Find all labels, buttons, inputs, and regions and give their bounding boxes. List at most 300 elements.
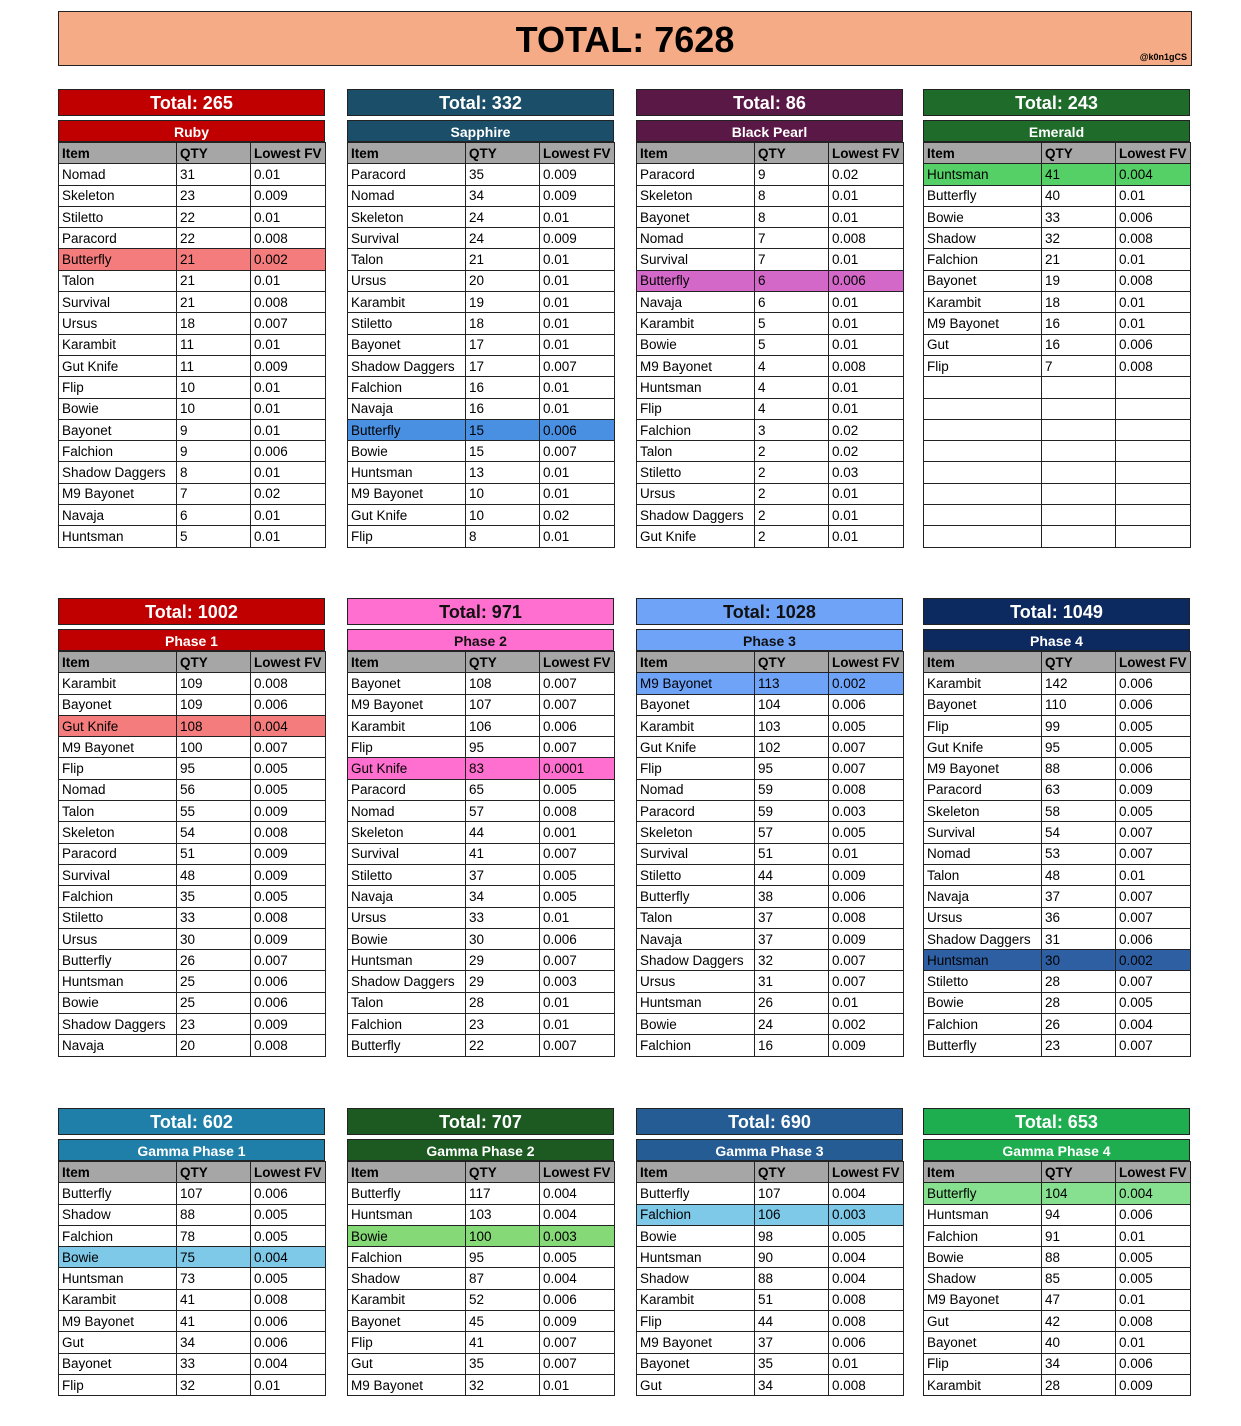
item-cell: Talon [924,864,1042,885]
item-cell: Bayonet [637,206,755,227]
qty-cell: 6 [177,505,251,526]
qty-cell: 51 [177,843,251,864]
qty-cell: 2 [755,526,829,547]
qty-cell: 41 [177,1289,251,1310]
table-row [637,864,904,885]
grand-total-title: TOTAL: 7628 [515,19,735,60]
fv-cell: 0.006 [251,1311,326,1332]
item-cell: Huntsman [637,1247,755,1268]
fv-cell: 0.01 [829,843,904,864]
table-row [59,801,326,822]
table-row [924,334,1191,355]
table-row [637,1035,904,1056]
item-cell: Karambit [348,1289,466,1310]
table-row [637,355,904,376]
finish-total: Total: 265 [58,89,325,116]
finish-total: Total: 653 [923,1108,1190,1135]
fv-cell: 0.01 [251,1374,326,1395]
item-cell: Nomad [59,164,177,185]
qty-cell: 98 [755,1225,829,1246]
finish-total: Total: 602 [58,1108,325,1135]
fv-cell: 0.002 [1116,950,1191,971]
fv-cell: 0.008 [251,228,326,249]
item-cell [924,419,1042,440]
table-row [924,1289,1191,1310]
column-header-item: Item [59,652,177,673]
table-row [59,971,326,992]
table-row [59,185,326,206]
table-row [637,185,904,206]
qty-cell: 7 [177,483,251,504]
fv-cell: 0.01 [829,313,904,334]
item-cell: Karambit [348,292,466,313]
table-row [59,505,326,526]
qty-cell: 48 [1042,864,1116,885]
item-cell: Butterfly [348,419,466,440]
table-row [924,1035,1191,1056]
fv-cell: 0.01 [829,505,904,526]
qty-cell: 47 [1042,1289,1116,1310]
table-row [924,1311,1191,1332]
qty-cell: 8 [466,526,540,547]
item-cell: Survival [59,864,177,885]
fv-cell: 0.001 [540,822,615,843]
table-row [59,249,326,270]
table-row [59,419,326,440]
item-cell: Falchion [924,1014,1042,1035]
fv-cell: 0.007 [1116,822,1191,843]
table-row [59,355,326,376]
table-row [924,822,1191,843]
qty-cell: 65 [466,779,540,800]
item-cell: Bowie [59,1247,177,1268]
column-header-item: Item [924,652,1042,673]
fv-cell: 0.006 [540,715,615,736]
item-cell: Karambit [348,715,466,736]
qty-cell: 41 [1042,164,1116,185]
qty-cell: 33 [466,907,540,928]
fv-cell: 0.01 [829,1353,904,1374]
item-cell: Shadow [348,1268,466,1289]
table-row [348,992,615,1013]
item-cell: Skeleton [59,822,177,843]
table-row [348,483,615,504]
finish-block [923,598,1190,1057]
qty-cell: 56 [177,779,251,800]
table-row [637,377,904,398]
item-cell: Bowie [59,992,177,1013]
fv-cell: 0.02 [829,419,904,440]
fv-cell: 0.02 [829,164,904,185]
item-cell: Paracord [924,779,1042,800]
table-row [348,1311,615,1332]
fv-cell: 0.005 [251,886,326,907]
item-cell: Stiletto [59,907,177,928]
qty-cell: 33 [177,1353,251,1374]
item-cell: Karambit [59,1289,177,1310]
item-cell: Bowie [59,398,177,419]
qty-cell: 19 [466,292,540,313]
item-cell: Shadow [924,228,1042,249]
qty-cell: 21 [177,292,251,313]
item-cell: Falchion [637,1204,755,1225]
table-row [637,1268,904,1289]
item-cell: Shadow [59,1204,177,1225]
qty-cell: 95 [466,737,540,758]
qty-cell [1042,377,1116,398]
qty-cell: 37 [755,907,829,928]
finish-block [923,1108,1190,1396]
fv-cell: 0.008 [251,907,326,928]
table-row [637,441,904,462]
table-row [637,1225,904,1246]
fv-cell: 0.006 [540,419,615,440]
qty-cell: 58 [1042,801,1116,822]
qty-cell: 23 [466,1014,540,1035]
qty-cell: 37 [1042,886,1116,907]
table-row [59,228,326,249]
column-header-qty: QTY [177,652,251,673]
fv-cell: 0.003 [540,971,615,992]
item-cell: Huntsman [924,164,1042,185]
item-cell: Navaja [59,505,177,526]
table-row [637,292,904,313]
fv-cell: 0.01 [829,292,904,313]
table-row [348,206,615,227]
qty-cell: 78 [177,1225,251,1246]
item-cell: Survival [348,843,466,864]
fv-cell: 0.008 [251,822,326,843]
fv-cell: 0.01 [829,992,904,1013]
item-cell: Nomad [59,779,177,800]
table-row [637,992,904,1013]
qty-cell: 5 [177,526,251,547]
qty-cell: 26 [755,992,829,1013]
qty-cell: 6 [755,270,829,291]
fv-cell: 0.01 [540,907,615,928]
qty-cell: 10 [466,483,540,504]
table-row [59,1035,326,1056]
item-cell: Bayonet [348,334,466,355]
item-cell: Skeleton [637,822,755,843]
fv-cell: 0.009 [540,185,615,206]
table-row [59,462,326,483]
item-cell: Skeleton [924,801,1042,822]
qty-cell: 37 [755,928,829,949]
item-cell: Bayonet [59,1353,177,1374]
column-header-lowest-fv: Lowest FV [540,652,615,673]
column-header-qty: QTY [755,143,829,164]
qty-cell: 34 [177,1332,251,1353]
qty-cell: 17 [466,355,540,376]
qty-cell: 100 [177,737,251,758]
item-cell: Gut [924,334,1042,355]
qty-cell: 24 [466,206,540,227]
qty-cell: 108 [466,673,540,694]
qty-cell [1042,441,1116,462]
fv-cell: 0.007 [540,1353,615,1374]
qty-cell: 54 [177,822,251,843]
qty-cell: 28 [1042,1374,1116,1395]
table-row [924,228,1191,249]
table-row [59,1225,326,1246]
table-row [924,398,1191,419]
qty-cell: 88 [177,1204,251,1225]
item-cell: Shadow Daggers [59,462,177,483]
qty-cell: 88 [1042,758,1116,779]
finish-block [347,1108,614,1396]
table-row [59,928,326,949]
fv-cell: 0.01 [540,334,615,355]
qty-cell: 91 [1042,1225,1116,1246]
column-header-lowest-fv: Lowest FV [1116,143,1191,164]
fv-cell: 0.02 [829,441,904,462]
qty-cell: 8 [755,206,829,227]
table-row [637,971,904,992]
table-row [637,270,904,291]
fv-cell: 0.009 [540,164,615,185]
fv-cell: 0.008 [1116,270,1191,291]
fv-cell: 0.004 [251,1353,326,1374]
item-cell [924,398,1042,419]
qty-cell: 95 [466,1247,540,1268]
item-cell: Butterfly [59,249,177,270]
item-cell: Butterfly [924,1183,1042,1204]
fv-cell: 0.01 [1116,313,1191,334]
item-cell: Gut [637,1374,755,1395]
table-row [348,715,615,736]
qty-cell: 94 [1042,1204,1116,1225]
qty-cell: 38 [755,886,829,907]
fv-cell: 0.007 [540,1035,615,1056]
qty-cell: 7 [755,249,829,270]
fv-cell: 0.01 [1116,185,1191,206]
qty-cell: 107 [177,1183,251,1204]
finish-total: Total: 707 [347,1108,614,1135]
fv-cell: 0.004 [1116,1183,1191,1204]
qty-cell: 5 [755,334,829,355]
table-row [637,483,904,504]
qty-cell: 104 [755,694,829,715]
fv-cell [1116,483,1191,504]
fv-cell: 0.02 [540,505,615,526]
table-row [348,1014,615,1035]
table-row [348,779,615,800]
item-cell: Shadow Daggers [637,950,755,971]
table-row [637,526,904,547]
fv-cell: 0.007 [1116,843,1191,864]
table-row [59,313,326,334]
table-row [924,1332,1191,1353]
column-header-item: Item [637,1162,755,1183]
fv-cell: 0.01 [829,185,904,206]
fv-cell: 0.01 [540,249,615,270]
item-cell [924,505,1042,526]
qty-cell [1042,398,1116,419]
fv-cell: 0.007 [540,355,615,376]
qty-cell: 106 [466,715,540,736]
table-row [637,1183,904,1204]
fv-cell: 0.01 [540,270,615,291]
table-row [637,715,904,736]
table-row [348,249,615,270]
table-row [348,313,615,334]
item-cell: Huntsman [59,526,177,547]
qty-cell: 25 [177,992,251,1013]
fv-cell: 0.005 [1116,715,1191,736]
table-row [637,1374,904,1395]
table-row [59,1332,326,1353]
fv-cell: 0.003 [829,801,904,822]
fv-cell: 0.005 [540,1247,615,1268]
table-row [637,1014,904,1035]
finish-table [636,651,904,1057]
qty-cell: 31 [755,971,829,992]
fv-cell: 0.02 [251,483,326,504]
finish-title: Black Pearl [636,120,903,142]
table-row [59,1289,326,1310]
finish-title: Phase 4 [923,629,1190,651]
table-row [348,843,615,864]
table-row [924,673,1191,694]
fv-cell: 0.01 [1116,292,1191,313]
fv-cell: 0.006 [251,992,326,1013]
table-row [59,1204,326,1225]
qty-cell: 107 [466,694,540,715]
table-row [924,737,1191,758]
fv-cell: 0.006 [251,694,326,715]
table-row [637,1332,904,1353]
fv-cell: 0.01 [540,398,615,419]
item-cell: Butterfly [59,950,177,971]
table-row [348,673,615,694]
qty-cell: 16 [466,398,540,419]
column-header-item: Item [637,143,755,164]
column-header-lowest-fv: Lowest FV [251,1162,326,1183]
fv-cell: 0.008 [251,1035,326,1056]
qty-cell: 8 [755,185,829,206]
qty-cell: 95 [1042,737,1116,758]
qty-cell: 9 [755,164,829,185]
finish-table [58,142,326,548]
fv-cell: 0.008 [251,673,326,694]
item-cell: Butterfly [924,1035,1042,1056]
qty-cell: 35 [755,1353,829,1374]
finish-block [58,598,325,1057]
qty-cell: 22 [466,1035,540,1056]
column-header-lowest-fv: Lowest FV [1116,652,1191,673]
column-header-qty: QTY [1042,1162,1116,1183]
table-row [637,398,904,419]
qty-cell: 16 [755,1035,829,1056]
table-row [924,715,1191,736]
qty-cell: 4 [755,398,829,419]
qty-cell: 52 [466,1289,540,1310]
fv-cell: 0.009 [540,1311,615,1332]
qty-cell: 73 [177,1268,251,1289]
item-cell: Falchion [348,1247,466,1268]
item-cell: M9 Bayonet [637,355,755,376]
fv-cell: 0.003 [829,1204,904,1225]
item-cell: M9 Bayonet [924,1289,1042,1310]
fv-cell: 0.01 [829,483,904,504]
table-row [348,971,615,992]
item-cell: Navaja [924,886,1042,907]
item-cell: Gut [348,1353,466,1374]
table-row [348,1289,615,1310]
qty-cell: 87 [466,1268,540,1289]
item-cell: Talon [637,907,755,928]
fv-cell: 0.009 [251,864,326,885]
item-cell [924,483,1042,504]
item-cell: Nomad [924,843,1042,864]
item-cell: Bayonet [59,694,177,715]
finish-table [58,1161,326,1396]
table-row [637,673,904,694]
column-header-item: Item [59,143,177,164]
item-cell: Flip [348,526,466,547]
fv-cell: 0.005 [251,1225,326,1246]
table-row [924,206,1191,227]
qty-cell: 23 [1042,1035,1116,1056]
finish-total: Total: 243 [923,89,1190,116]
fv-cell: 0.008 [540,801,615,822]
item-cell: Bayonet [924,270,1042,291]
finish-table [347,1161,615,1396]
qty-cell: 106 [755,1204,829,1225]
table-row [348,907,615,928]
qty-cell: 10 [177,398,251,419]
qty-cell: 107 [755,1183,829,1204]
fv-cell: 0.007 [251,737,326,758]
qty-cell: 31 [1042,928,1116,949]
table-row [348,950,615,971]
fv-cell: 0.008 [251,292,326,313]
fv-cell: 0.004 [829,1268,904,1289]
item-cell: Shadow Daggers [637,505,755,526]
item-cell: Huntsman [348,462,466,483]
item-cell: Flip [637,758,755,779]
table-row [348,292,615,313]
qty-cell: 95 [177,758,251,779]
qty-cell: 21 [177,270,251,291]
qty-cell: 41 [466,1332,540,1353]
fv-cell: 0.002 [829,673,904,694]
item-cell: Skeleton [59,185,177,206]
item-cell: Paracord [637,164,755,185]
qty-cell: 63 [1042,779,1116,800]
qty-cell: 26 [177,950,251,971]
column-header-lowest-fv: Lowest FV [540,1162,615,1183]
finish-title: Gamma Phase 3 [636,1139,903,1161]
item-cell: Bayonet [59,419,177,440]
item-cell: Navaja [348,398,466,419]
fv-cell: 0.01 [251,505,326,526]
fv-cell: 0.004 [251,715,326,736]
table-row [924,1225,1191,1246]
fv-cell: 0.005 [540,886,615,907]
table-row [924,1014,1191,1035]
item-cell: Butterfly [59,1183,177,1204]
fv-cell: 0.007 [251,313,326,334]
qty-cell: 11 [177,355,251,376]
fv-cell: 0.009 [251,928,326,949]
fv-cell: 0.01 [1116,1225,1191,1246]
qty-cell: 13 [466,462,540,483]
qty-cell: 20 [466,270,540,291]
table-row [59,377,326,398]
item-cell: Navaja [348,886,466,907]
